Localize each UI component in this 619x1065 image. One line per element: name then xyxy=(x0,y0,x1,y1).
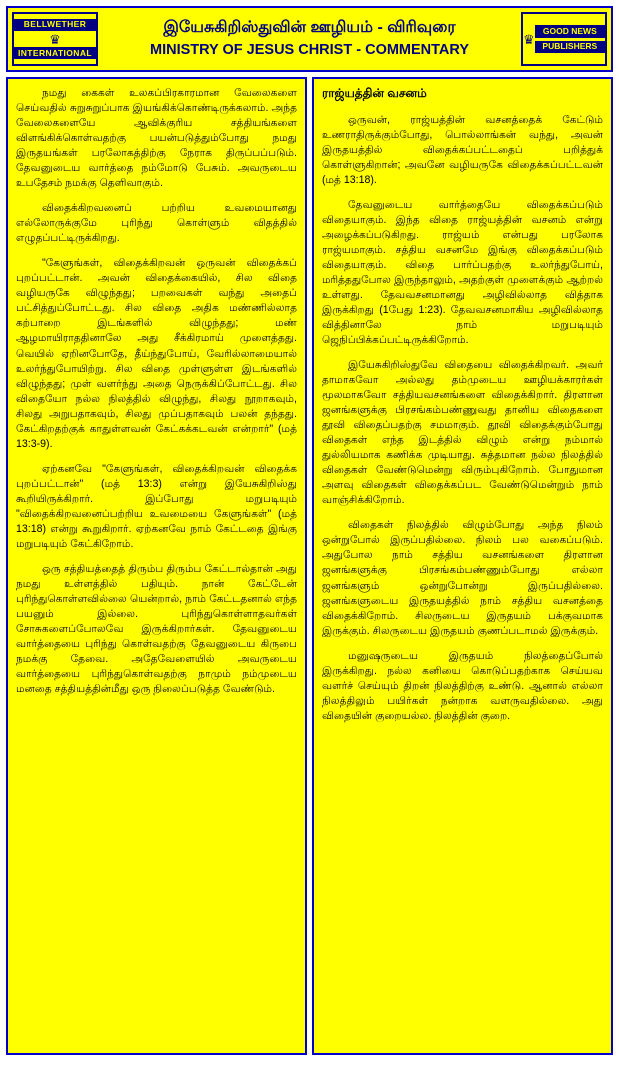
paragraph: இயேசுகிறிஸ்துவே விதையை விதைக்கிறவர். அவர் தாமாகவோ அல்லது தம்முடைய ஊழியக்காரர்கள் மூலமாகவோ சத்தியவசனங்களை விதைக்கிறார். திரளான ஜனங்களுக்கு பிரசங்கம்பண்ணுவது தானிய விதைகளை தூவி விதைப்பதற்கு சமமாகும். தூவி விதைக்கும்போது விதைகள் எந்த இடத்தில் விழும் என்று நம்மால் துல்லியமாக கணிக்க முடியாது. சுத்தமான நல்ல நிலத்தில் விதைகள் வேண்டுமென்று விரும்புகிறோம். போதுமான அளவு விதைகள் விதைக்கப்பட வேண்டுமென்றும் நாம் வாஞ்சிக்கிறோம். xyxy=(322,359,603,507)
logo-line-2: PUBLISHERS xyxy=(535,41,605,53)
paragraph: விதைகள் நிலத்தில் விழும்போது அந்த நிலம் ஒன்றுபோல் இருப்பதில்லை. நிலம் பல வகைப்படும். அதுபோல நாம் சத்திய வசனங்களை திரளான ஜனங்களுக்கு பிரசங்கம்பண்ணும்போது எல்லா ஜனங்களும் ஒன்றுபோன்று இருப்பதில்லை. ஜனங்களுடைய இருதயத்தில் நாம் சத்திய வசனத்தை விதைக்கிறோம். சிலருடைய இருதயம் பக்குவமாக இருக்கும். சிலருடைய இருதயம் குணப்படாமல் இருக்கும். xyxy=(322,519,603,637)
right-column xyxy=(312,77,613,1055)
paragraph: ஒருவன், ராஜ்யத்தின் வசனத்தைக் கேட்டும் உணராதிருக்கும்போது, பொல்லாங்கன் வந்து, அவன் இருதயத்தில் விதைக்கப்பட்டதைப் பறித்துக் கொள்ளுகிறான்; அவனே வழியருகே விதைக்கப்பட்டவன் (மத் 13:18). xyxy=(322,113,603,186)
logo-line-1: BELLWETHER xyxy=(14,19,96,31)
paragraph: மனுஷருடைய இருதயம் நிலத்தைப்போல் இருக்கிறது. நல்ல கனியை கொடுப்பதற்காக செய்யவ வளர்ச் செய்யும் திறன் நிலத்திற்கு உண்டு. ஆனால் எல்லா நிலத்திலும் பயிர்கள் நன்றாக வளருவதில்லை. அது விதையின் குறையல்ல. நிலத்தின் குறை. xyxy=(322,649,603,722)
title-tamil: இயேசுகிறிஸ்துவின் ஊழியம் - விரிவுரை xyxy=(163,19,456,37)
section-heading: ராஜ்யத்தின் வசனம் xyxy=(322,86,427,100)
paragraph: விதைக்கிறவனைப் பற்றிய உவமையானது எல்லோருக்குமே புரிந்து கொள்ளும் விதத்தில் எழுதப்பட்டிருக்கிறது. xyxy=(16,202,297,245)
content-columns xyxy=(6,77,613,1055)
paragraph: ஏற்கனவே "கேளுங்கள், விதைக்கிறவன் விதைக்க புறப்பட்டான்" (மத் 13:3) என்று இயேசுகிறிஸ்து கூறியிருக்கிறார். இப்போது மறுபடியும் "விதைக்கிறவனைப்பற்றிய உவமையை கேளுங்கள்" (மத் 13:18) என்று கூறுகிறார். ஏற்கனவே நாம் கேட்டதை இங்கு மறுபடியும் கேட்கிறோம். xyxy=(16,462,297,550)
title-english: MINISTRY OF JESUS CHRIST - COMMENTARY xyxy=(149,42,469,59)
paragraph: "கேளுங்கள், விதைக்கிறவன் ஒருவன் விதைக்கப் புறப்பட்டான். அவன் விதைக்கையில், சில விதை வழியருகே விழுந்தது; பறவைகள் வந்து அதைப் பட்சித்துப்போட்டது. சில விதை அதிக மண்ணில்லாத கற்பாறை இடங்களில் விழுந்தது; மண் ஆழமாயிராததினாலே அது சீக்கிரமாய் முளைத்தது. வெயில் ஏறினபோதே, தீய்ந்துபோய், வேரில்லாமையால் உலர்ந்துபோயிற்று. சில விதை முள்ளுள்ள இடங்களில் விழுந்தது; முள் வளர்ந்து அதை நெருக்கிப்போட்டது. சில விதையோ நல்ல நிலத்தில் விழுந்து, சிலது நூறாகவும், சிலது அறுபதாகவும், சிலது முப்பதாகவும் பலன் தந்தது. கேட்கிறதற்குக் காதுள்ளவன் கேட்கக்கடவன் என்றார்" (மத் 13:3-9). xyxy=(16,257,297,450)
torch-icon: ♛ xyxy=(523,31,535,47)
page-header xyxy=(6,6,613,72)
bellwether-international-logo xyxy=(12,12,98,66)
left-column xyxy=(6,77,307,1055)
page-title xyxy=(102,8,517,70)
paragraph: தேவனுடைய வார்த்தையே விதைக்கப்படும் விதையாகும். இந்த விதை ராஜ்யத்தின் வசனம் என்று அழைக்கப்படுகிறது. ராஜ்யம் என்பது பரலோக ராஜ்யமாகும். சத்திய வசனமே இங்கு விதைக்கப்படும் விதையாகும். விதை பார்ப்பதற்கு உலர்ந்துபோய், மரித்ததுபோல இருந்தாலும், அதற்குள் முளைக்கும் ஆற்றல் உள்ளது. தேவவசனமானது அழிவில்லாத வித்தாக இருக்கிறது (1பேது 1:23). தேவவசனமாகிய அழிவில்லாத வித்தினாலே நாம் மறுபடியும் ஜெநிப்பிக்கப்பட்டிருக்கிறோம். xyxy=(322,198,603,347)
good-news-publishers-logo xyxy=(521,12,607,66)
torch-icon: ♛ xyxy=(49,31,61,47)
logo-line-1: GOOD NEWS xyxy=(535,25,605,37)
paragraph: நமது கைகள் உலகப்பிரகாரமான வேலைகளை செய்வதில் சுறுசுறுப்பாக இயங்கிக்கொண்டிருக்கலாம். அந்த வேலைகளையே ஆவிக்குரிய சத்தியங்களை விளங்கிக்கொள்வதற்கு பயன்படுத்தும்போது நமது இருதயங்கள் பரலோகத்திற்கு நேராக திருப்பப்படும். தேவனுடைய வார்த்தை நம்மோடு பேசும். அவருடைய உபதேசம் நமக்கு தெளிவாகும். xyxy=(16,87,297,190)
logo-line-2: INTERNATIONAL xyxy=(14,47,96,59)
paragraph: ஒரு சத்தியத்தைத் திரும்ப திரும்ப கேட்டால்தான் அது நமது உள்ளத்தில் பதியும். நான் கேட்டேன் புரிந்துகொள்ளவில்லை யென்றால், நாம் கேட்டதனால் எந்த பயனும் இல்லை. புரிந்துகொள்ளாதவர்கள் சோசுகளைப்போலவே இருக்கிறார்கள். தேவனுடைய வார்த்தையை புரிந்து கொள்வதற்கு தேவனுடைய கிருபை நமக்கு தேவை. அதேவேளையில் அவருடைய வார்த்தையை புரிந்துகொள்வதற்கு நாமும் நம்முடைய மனதை சத்தியத்தின்மீது ஒரு நிலைப்படுத்த வேண்டும். xyxy=(16,562,297,696)
